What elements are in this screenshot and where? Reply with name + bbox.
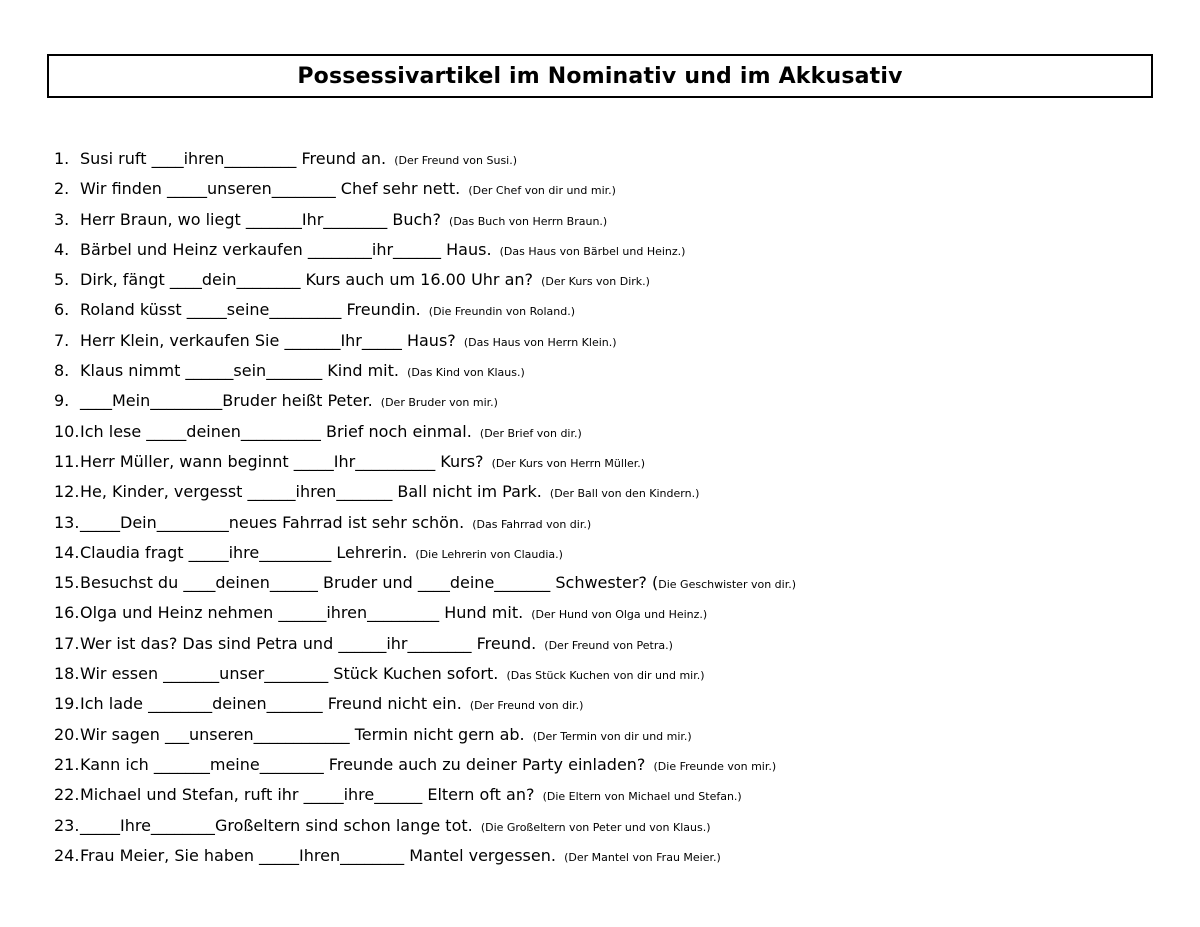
exercise-line bbox=[54, 629, 1154, 659]
exercise-text: Kurs? bbox=[435, 451, 484, 471]
exercise-line bbox=[54, 144, 1154, 174]
exercise-text: Freund an. bbox=[296, 149, 387, 168]
exercise-hint: (Der Hund von Olga und Heinz.) bbox=[531, 608, 708, 622]
exercise-text: Lehrerin. bbox=[331, 542, 408, 562]
exercise-line bbox=[54, 265, 1154, 295]
exercise-blank: ____ihren_________ bbox=[151, 149, 297, 168]
exercise-hint: (Die Freundin von Roland.) bbox=[428, 305, 576, 319]
exercise-blank: _____unseren________ bbox=[167, 179, 336, 199]
exercise-hint: (Die Freunde von mir.) bbox=[653, 759, 777, 773]
exercise-number: 14. bbox=[54, 542, 80, 562]
exercise-number: 22. bbox=[54, 785, 80, 805]
exercise-text: Wir essen bbox=[80, 664, 164, 684]
exercise-text: Bruder und ____deine_______ Schwester? ( bbox=[317, 573, 659, 593]
exercise-text: Michael und Stefan, ruft ihr bbox=[80, 785, 304, 805]
exercise-number: 6. bbox=[54, 300, 70, 320]
exercise-line bbox=[54, 811, 1154, 841]
exercise-text: Wer ist das? Das sind Petra und bbox=[80, 633, 339, 653]
exercise-line bbox=[54, 477, 1154, 507]
exercise-hint: (Der Mantel von Frau Meier.) bbox=[564, 850, 721, 864]
exercise-line bbox=[54, 205, 1154, 235]
exercise-text: Freunde auch zu deiner Party einladen? bbox=[323, 754, 646, 774]
exercise-blank: _____ihre_________ bbox=[188, 542, 332, 562]
exercise-hint: (Die Großeltern von Peter und von Klaus.) bbox=[480, 820, 711, 834]
exercise-text: Herr Braun, wo liegt bbox=[80, 209, 246, 229]
exercise-blank: _____Dein_________ bbox=[80, 512, 229, 532]
exercise-hint: (Der Freund von Petra.) bbox=[544, 638, 673, 652]
exercise-blank: ______ihren_______ bbox=[247, 482, 393, 502]
exercise-text: Freundin. bbox=[341, 300, 421, 320]
exercise-number: 21. bbox=[54, 754, 80, 774]
exercise-hint: (Der Bruder von mir.) bbox=[380, 396, 498, 410]
exercise-blank: ____deinen______ bbox=[183, 573, 318, 593]
exercise-text: Bruder heißt Peter. bbox=[222, 391, 373, 411]
exercise-hint: (Das Fahrrad von dir.) bbox=[472, 517, 592, 531]
exercise-number: 2. bbox=[54, 179, 70, 199]
exercise-number: 13. bbox=[54, 512, 80, 532]
exercise-line bbox=[54, 508, 1154, 538]
exercise-hint: (Der Chef von dir und mir.) bbox=[468, 184, 616, 198]
exercise-blank: _______meine________ bbox=[153, 754, 324, 774]
exercise-text: Brief noch einmal. bbox=[320, 421, 472, 441]
exercise-hint: (Der Termin von dir und mir.) bbox=[532, 729, 692, 743]
title-box bbox=[47, 54, 1153, 98]
exercise-text: Susi ruft bbox=[80, 149, 152, 168]
exercise-hint: (Das Haus von Herrn Klein.) bbox=[463, 335, 617, 349]
exercise-number: 20. bbox=[54, 724, 80, 744]
exercise-blank: ______ihr________ bbox=[338, 633, 472, 653]
exercise-hint: (Der Kurs von Herrn Müller.) bbox=[491, 456, 646, 470]
exercise-text: Kann ich bbox=[80, 754, 154, 774]
exercise-text: Klaus nimmt bbox=[80, 361, 186, 381]
exercise-text: Buch? bbox=[387, 209, 441, 229]
exercise-text: Frau Meier, Sie haben bbox=[80, 845, 260, 865]
exercise-text: Freund nicht ein. bbox=[322, 694, 462, 714]
exercise-line bbox=[54, 780, 1154, 810]
exercise-number: 1. bbox=[54, 149, 70, 168]
exercise-blank: _______Ihr________ bbox=[245, 209, 388, 229]
exercise-blank: _______unser________ bbox=[163, 664, 329, 684]
exercise-blank: ________ihr______ bbox=[307, 239, 442, 259]
exercise-line bbox=[54, 295, 1154, 325]
exercise-text: Kurs auch um 16.00 Uhr an? bbox=[300, 270, 534, 290]
exercise-number: 15. bbox=[54, 573, 80, 593]
exercise-number: 11. bbox=[54, 451, 80, 471]
exercise-text: Großeltern sind schon lange tot. bbox=[214, 815, 473, 835]
exercise-hint: (Der Kurs von Dirk.) bbox=[541, 275, 650, 289]
exercise-text: Hund mit. bbox=[439, 603, 524, 623]
exercise-line bbox=[54, 841, 1154, 871]
exercise-blank: _______Ihr_____ bbox=[284, 330, 402, 350]
exercise-text: He, Kinder, vergesst bbox=[80, 482, 248, 502]
exercise-line bbox=[54, 689, 1154, 719]
exercise-text: Ich lade bbox=[80, 694, 149, 714]
exercise-hint: (Das Haus von Bärbel und Heinz.) bbox=[499, 244, 686, 258]
exercise-text: neues Fahrrad ist sehr schön. bbox=[228, 512, 465, 532]
exercise-number: 5. bbox=[54, 270, 70, 290]
exercise-number: 9. bbox=[54, 391, 70, 411]
exercise-line bbox=[54, 659, 1154, 689]
exercise-line bbox=[54, 386, 1154, 416]
exercise-list bbox=[54, 144, 1154, 871]
exercise-text: Ich lese bbox=[80, 421, 147, 441]
exercise-blank: ______ihren_________ bbox=[278, 603, 440, 623]
exercise-text: Kind mit. bbox=[322, 361, 399, 381]
exercise-number: 3. bbox=[54, 209, 70, 229]
exercise-hint: (Das Buch von Herrn Braun.) bbox=[449, 214, 608, 228]
exercise-text: Haus? bbox=[401, 330, 456, 350]
exercise-text: Eltern oft an? bbox=[422, 785, 535, 805]
exercise-line bbox=[54, 417, 1154, 447]
exercise-text: Bärbel und Heinz verkaufen bbox=[80, 239, 308, 259]
exercise-blank: _____Ihr__________ bbox=[293, 451, 436, 471]
exercise-number: 10. bbox=[54, 421, 80, 441]
exercise-blank: _____seine_________ bbox=[186, 300, 342, 320]
exercise-text: Herr Müller, wann beginnt bbox=[80, 451, 294, 471]
exercise-hint: (Der Brief von dir.) bbox=[479, 426, 582, 440]
exercise-blank: ________deinen_______ bbox=[148, 694, 323, 714]
exercise-hint: (Das Stück Kuchen von dir und mir.) bbox=[506, 669, 705, 683]
exercise-line bbox=[54, 598, 1154, 628]
exercise-text: Mantel vergessen. bbox=[404, 845, 556, 865]
exercise-number: 16. bbox=[54, 603, 80, 623]
exercise-text: Ball nicht im Park. bbox=[392, 482, 542, 502]
document-title: Possessivartikel im Nominativ und im Akkusativ bbox=[297, 63, 903, 89]
exercise-line bbox=[54, 538, 1154, 568]
exercise-number: 4. bbox=[54, 239, 70, 259]
exercise-text: Olga und Heinz nehmen bbox=[80, 603, 279, 623]
exercise-blank: ____Mein_________ bbox=[80, 391, 223, 411]
exercise-text: Chef sehr nett. bbox=[335, 179, 461, 199]
exercise-number: 17. bbox=[54, 633, 80, 653]
exercise-text: Roland küsst bbox=[80, 300, 187, 320]
exercise-text: Claudia fragt bbox=[80, 542, 189, 562]
exercise-line bbox=[54, 326, 1154, 356]
exercise-blank: _____Ihren________ bbox=[259, 845, 405, 865]
exercise-number: 8. bbox=[54, 361, 70, 381]
exercise-number: 18. bbox=[54, 664, 80, 684]
exercise-text: Herr Klein, verkaufen Sie bbox=[80, 330, 285, 350]
exercise-blank: ____dein________ bbox=[169, 270, 301, 290]
exercise-line bbox=[54, 235, 1154, 265]
exercise-hint: (Die Eltern von Michael und Stefan.) bbox=[542, 790, 742, 804]
exercise-line bbox=[54, 174, 1154, 204]
exercise-text: Wir sagen bbox=[80, 724, 165, 744]
exercise-text: Wir finden bbox=[80, 179, 168, 199]
exercise-hint: Die Geschwister von dir.) bbox=[658, 578, 797, 592]
exercise-line bbox=[54, 356, 1154, 386]
exercise-hint: (Der Freund von Susi.) bbox=[394, 154, 518, 167]
exercise-number: 23. bbox=[54, 815, 80, 835]
exercise-number: 19. bbox=[54, 694, 80, 714]
exercise-line bbox=[54, 568, 1154, 598]
exercise-blank: _____Ihre________ bbox=[80, 815, 215, 835]
exercise-line bbox=[54, 447, 1154, 477]
exercise-text: Haus. bbox=[441, 239, 492, 259]
exercise-text: Stück Kuchen sofort. bbox=[328, 664, 499, 684]
exercise-number: 12. bbox=[54, 482, 80, 502]
exercise-blank: ______sein_______ bbox=[185, 361, 323, 381]
exercise-text: Besuchst du bbox=[80, 573, 184, 593]
exercise-text: Dirk, fängt bbox=[80, 270, 170, 290]
exercise-hint: (Das Kind von Klaus.) bbox=[407, 366, 525, 380]
exercise-text: Termin nicht gern ab. bbox=[349, 724, 525, 744]
exercise-hint: (Der Freund von dir.) bbox=[469, 699, 584, 713]
exercise-line bbox=[54, 750, 1154, 780]
exercise-hint: (Der Ball von den Kindern.) bbox=[549, 487, 700, 501]
exercise-text: Freund. bbox=[471, 633, 537, 653]
exercise-hint: (Die Lehrerin von Claudia.) bbox=[415, 547, 563, 561]
exercise-number: 7. bbox=[54, 330, 70, 350]
exercise-blank: _____ihre______ bbox=[303, 785, 423, 805]
exercise-blank: ___unseren____________ bbox=[164, 724, 350, 744]
exercise-blank: _____deinen__________ bbox=[146, 421, 321, 441]
exercise-number: 24. bbox=[54, 845, 80, 865]
exercise-line bbox=[54, 720, 1154, 750]
